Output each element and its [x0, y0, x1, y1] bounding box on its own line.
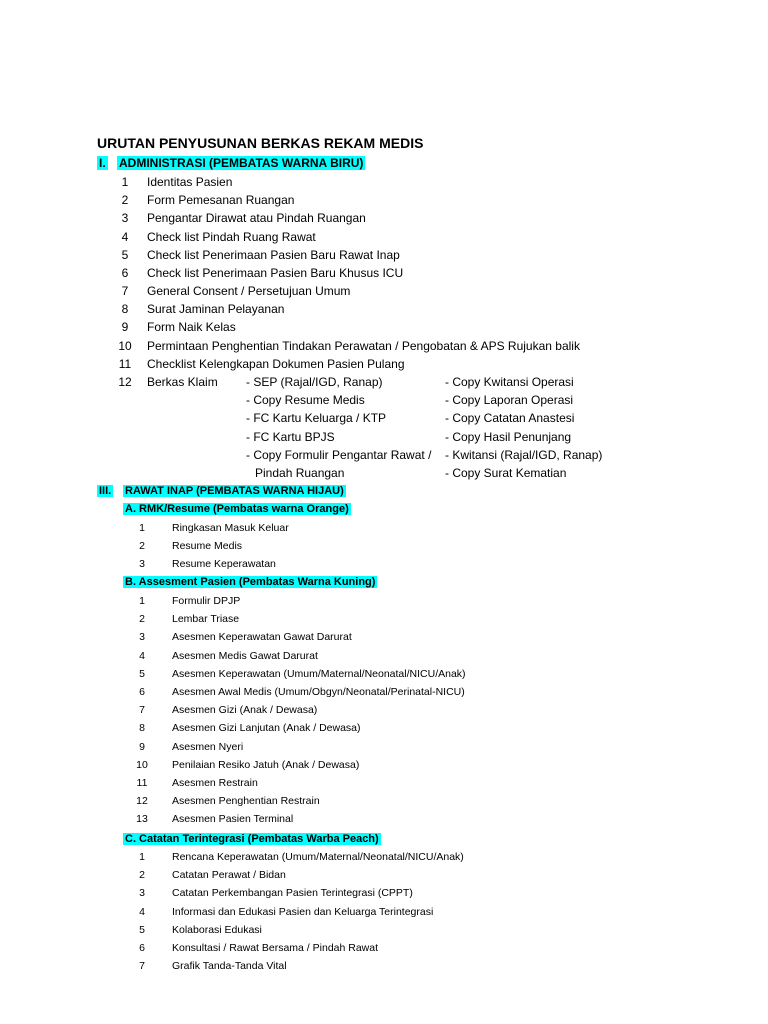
section-number-inap: III. [99, 485, 112, 497]
subsection-heading-c: C. Catatan Terintegrasi (Pembatas Warba Peach) [125, 833, 379, 845]
claim-item: - Copy Catatan Anastesi [445, 411, 575, 425]
claim-item: - Copy Kwitansi Operasi [445, 375, 574, 389]
claim-item: - FC Kartu BPJS [246, 430, 335, 444]
claim-item: - SEP (Rajal/IGD, Ranap) [246, 375, 383, 389]
section-heading-admin: ADMINISTRASI (PEMBATAS WARNA BIRU) [119, 156, 364, 170]
claim-item: Pindah Ruangan [255, 466, 345, 480]
claim-item: - Kwitansi (Rajal/IGD, Ranap) [445, 448, 603, 462]
subsection-heading-a: A. RMK/Resume (Pembatas warna Orange) [125, 503, 349, 515]
claim-item: - Copy Surat Kematian [445, 466, 567, 480]
page-title: URUTAN PENYUSUNAN BERKAS REKAM MEDIS [97, 135, 424, 151]
claim-item: - FC Kartu Keluarga / KTP [246, 411, 387, 425]
document-page: URUTAN PENYUSUNAN BERKAS REKAM MEDIS I. ADMINISTRASI (PEMBATAS WARNA BIRU) 1 Identitas Pasien 2 Form Pemesanan Ruangan 3 Pengantar Dirawat atau Pindah Ruangan 4 Check list Pindah Ruang Rawat 5 Check list Penerimaan Pasien Baru Rawat Inap 6 Check list Penerimaan Pasien Baru Khusus ICU 7 General Consent / Persetujuan Umum 8 Surat Jaminan Pelayanan 9 Form Naik Kelas 10 Permintaan Penghentian Tindakan Perawatan / Pengobatan & APS Rujukan balik 11 Checklist Kelengkapan Dokumen Pasien Pulang 12 Berkas Klaim - SEP (Rajal/IGD, Ranap) - Copy Resume Medis - FC Kartu Keluarga / KTP - FC Kartu BPJS - Copy Formulir Pengantar Rawat / Pindah Ruangan - Copy Kwitansi Operasi - Copy Laporan Operasi - Copy Catatan Anastesi - Copy Hasil Penunjang - Kwitansi (Rajal/IGD, Ranap) - Copy Surat Kematian III. RAWAT INAP (PEMBATAS WARNA HIJAU) A. RMK/Resume (Pembatas warna Orange) 1 Ringkasan Masuk Keluar 2 Resume Medis 3 Resume Keperawatan B. Assesment Pasien (Pembatas Warna Kuning) 1 Formulir DPJP 2 Lembar Triase 3 Asesmen Keperawatan Gawat Darurat 4 Asesmen Medis Gawat Darurat 5 Asesmen Keperawatan (Umum/Maternal/Neonatal/NICU/Anak) 6 Asesmen Awal Medis (Umum/Obgyn/Neonatal/Perinatal-NICU) 7 Asesmen Gizi (Anak / Dewasa) 8 Asesmen Gizi Lanjutan (Anak / Dewasa) 9 Asesmen Nyeri 10 Penilaian Resiko Jatuh (Anak / Dewasa) 11 Asesmen Restrain 12 Asesmen Penghentian Restrain 13 Asesmen Pasien Terminal C. Catatan Terintegrasi (Pembatas Warba Peach) 1 Rencana Keperawatan (Umum/Maternal/Neonatal/NICU/Anak) 2 Catatan Perawat / Bidan 3 Catatan Perkembangan Pasien Terintegrasi (CPPT) 4 Informasi dan Edukasi Pasien dan Keluarga Terintegrasi 5 Kolaborasi Edukasi 6 Konsultasi / Rawat Bersama / Pindah Rawat 7 Grafik Tanda-Tanda Vital [97, 135, 603, 972]
section-number-admin: I. [99, 156, 106, 170]
claim-item: - Copy Formulir Pengantar Rawat / [246, 448, 432, 462]
subsection-heading-b: B. Assesment Pasien (Pembatas Warna Kuning) [125, 576, 376, 588]
claim-item: - Copy Hasil Penunjang [445, 430, 572, 444]
claim-item: - Copy Resume Medis [246, 393, 365, 407]
section-heading-inap: RAWAT INAP (PEMBATAS WARNA HIJAU) [125, 485, 344, 497]
claim-item: - Copy Laporan Operasi [445, 393, 574, 407]
